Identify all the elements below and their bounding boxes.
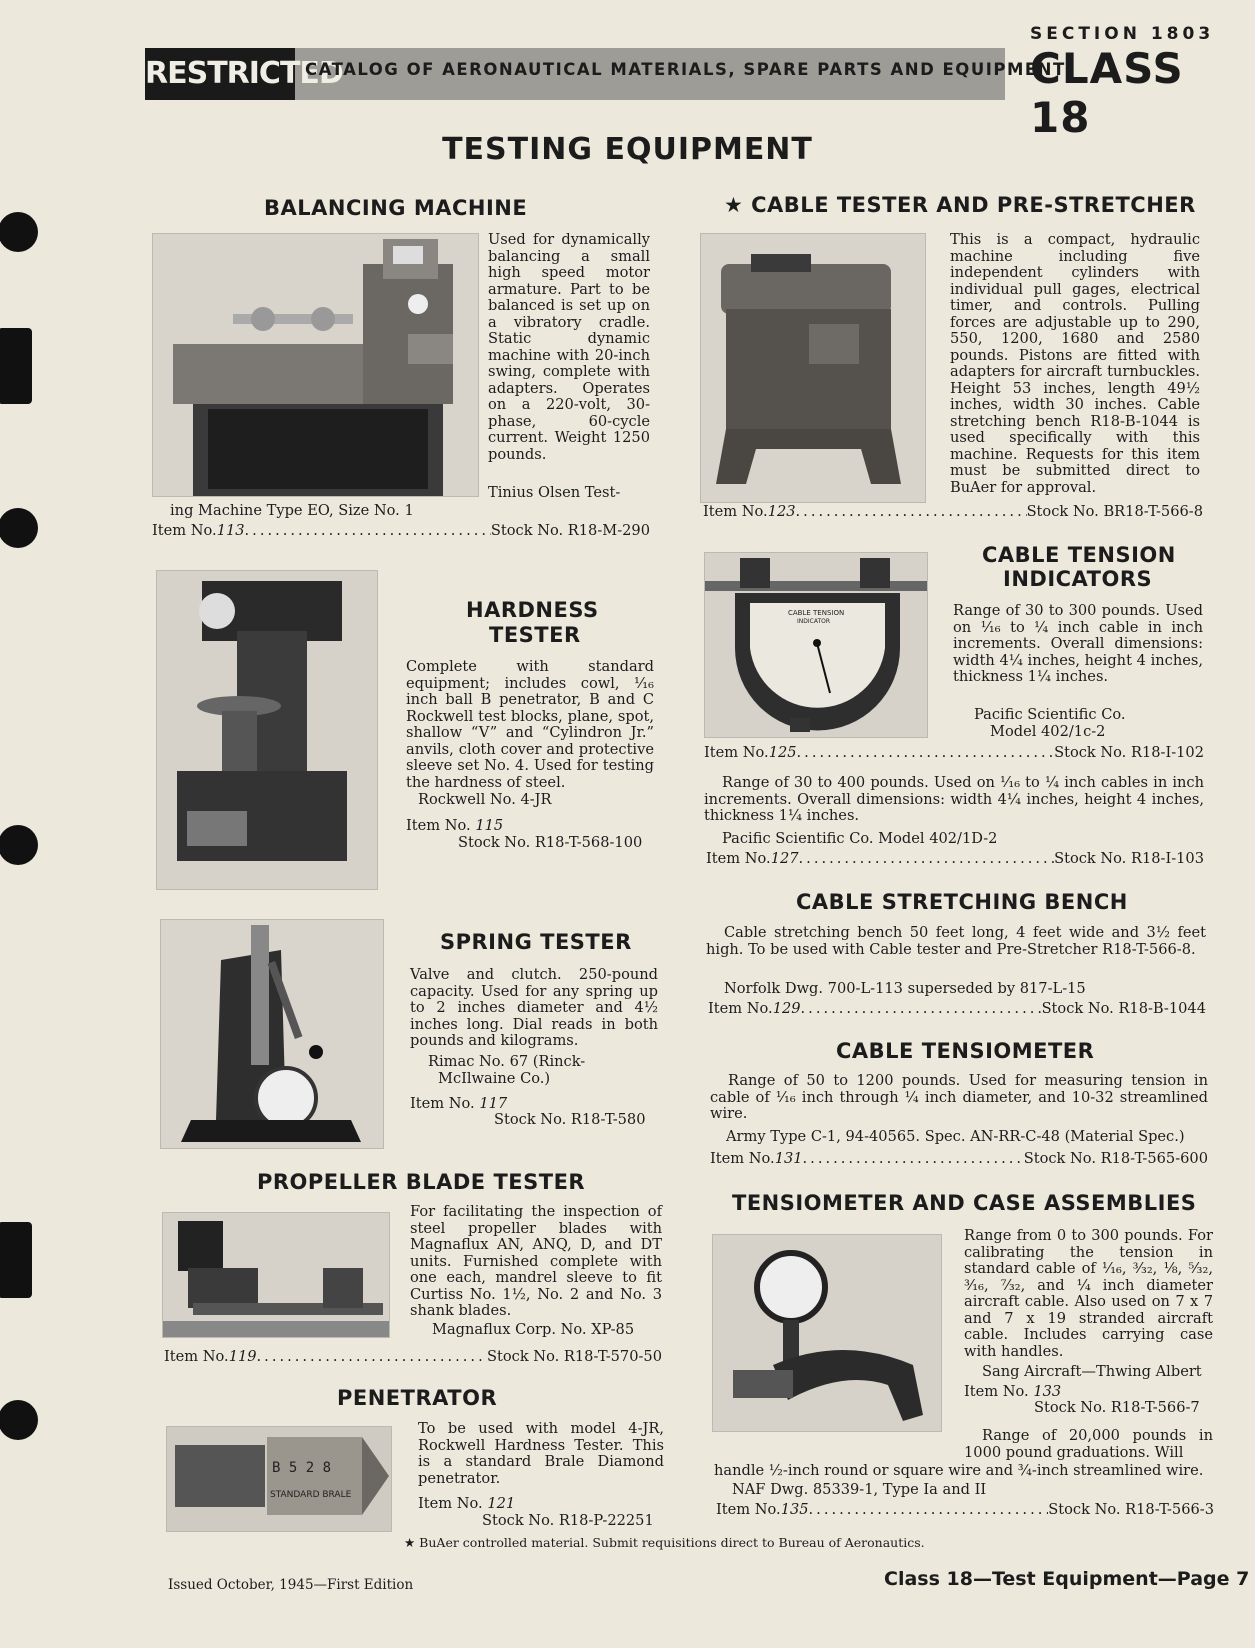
dial-label: CABLE TENSION (788, 609, 845, 617)
balancing-item-line: Item No. 113 ..... Stock No. R18-M-290 (152, 522, 650, 539)
cable-tester-description: This is a compact, hydraulic machine including five independent cylinders with individual pull gages, electrical timer, and controls. Pulling forces are adjustable up to 290, 550, 1200, 1680 and 2580 pounds. Pistons are fitted with adapters for aircraft turnbuckles. Height 53 inches, length 49½ inches, width 30 inches. Cable stretching bench R18-B-1044 is used specifically with this machine. Requests for this item must be submitted direct to BuAer for approval. (950, 231, 1200, 496)
item-number: 129 (772, 1000, 801, 1017)
balancing-maker-cont: ing Machine Type EO, Size No. 1 (170, 502, 414, 519)
stock-number: Stock No. R18-T-566-3 (1048, 1501, 1214, 1518)
item-number: 113 (216, 522, 245, 539)
propeller-item-line: Item No. 119 ..... Stock No. R18-T-570-50 (164, 1348, 662, 1365)
case-assemblies-dwg: NAF Dwg. 85339-1, Type Ia and II (732, 1481, 987, 1498)
penetrator-description: To be used with model 4-JR, Rockwell Hardness Tester. This is a standard Brale Diamond penetrator. (418, 1420, 664, 1487)
stock-number: Stock No. R18-B-1044 (1041, 1000, 1206, 1017)
cable-tester-item-line: Item No. 123 ..... Stock No. BR18-T-566-8 (703, 503, 1203, 520)
tension-indicators-item-line: Item No. 125 ..... Stock No. R18-I-102 (704, 744, 1204, 761)
binder-hole (0, 508, 38, 548)
balancing-maker: Tinius Olsen Test- (488, 484, 621, 501)
tension-indicators-maker: Pacific Scientific Co. (974, 706, 1126, 723)
tension-indicators-model: Model 402/1c-2 (990, 723, 1106, 740)
spring-title: SPRING TESTER (440, 930, 632, 954)
tensiometer-item-line: Item No. 131 ..... Stock No. R18-T-565-600 (710, 1150, 1208, 1167)
stock-number: Stock No. R18-T-570-50 (487, 1348, 662, 1365)
tensiometer-case-photo (712, 1234, 942, 1432)
footnote: ★ BuAer controlled material. Submit requisitions direct to Bureau of Aeronautics. (404, 1535, 925, 1550)
stock-number: Stock No. R18-T-565-600 (1023, 1150, 1208, 1167)
tensiometer-description: Range of 50 to 1200 pounds. Used for measuring tension in cable of ⅟₁₆ inch through ¼ inch diameter, and 10-32 streamlined wire. (710, 1072, 1208, 1122)
tension-indicators-description-2: Range of 30 to 400 pounds. Used on ⅟₁₆ to ¼ inch cables in inch increments. Overall dimensions: width 4¼ inches, height 4 inches, thickness 1¼ inches. (704, 774, 1204, 824)
penetrator-stamp: B 5 2 8 (272, 1460, 332, 1476)
stock-number: Stock No. R18-M-290 (490, 522, 650, 539)
class-number: CLASS 18 (1030, 44, 1184, 142)
case-assemblies-description-2: Range of 20,000 pounds in 1000 pound graduations. Will (964, 1427, 1213, 1461)
tension-indicators-description: Range of 30 to 300 pounds. Used on ⅟₁₆ to ¼ inch cable in inch increments. Overall dimensions: width 4¼ inches, height 4 inches, thickness 1¼ inches. (953, 602, 1203, 685)
item-number: 123 (767, 503, 796, 520)
stock-number: Stock No. R18-I-103 (1054, 850, 1204, 867)
binder-hole (0, 328, 32, 404)
hardness-item: Item No. 115 (406, 817, 504, 834)
penetrator-title: PENETRATOR (337, 1386, 498, 1410)
case-assemblies-maker: Sang Aircraft—Thwing Albert (982, 1363, 1202, 1380)
balancing-title: BALANCING MACHINE (264, 196, 528, 220)
tension-indicators-maker-2: Pacific Scientific Co. Model 402/1D-2 (722, 830, 998, 847)
spring-tester-photo (160, 919, 384, 1149)
tension-indicator-photo (704, 552, 928, 738)
binder-hole (0, 212, 38, 252)
spring-description: Valve and clutch. 250-pound capacity. Used for any spring up to 2 inches diameter and 4½ inches long. Dial reads in both pounds and kilograms. (410, 966, 658, 1049)
tension-indicators-title: CABLE TENSION (982, 543, 1176, 567)
penetrator-stock: Stock No. R18-P-22251 (482, 1512, 654, 1529)
stock-number: Stock No. BR18-T-566-8 (1026, 503, 1203, 520)
item-number: 133 (1033, 1383, 1062, 1400)
propeller-tester-photo (162, 1212, 390, 1338)
item-number: 135 (780, 1501, 809, 1518)
case-assemblies-item: Item No. 133 (964, 1383, 1062, 1400)
binder-hole (0, 825, 38, 865)
item-number: 127 (770, 850, 799, 867)
hardness-stock: Stock No. R18-T-568-100 (458, 834, 643, 851)
star-icon: ★ (724, 193, 744, 217)
page-footer: Class 18—Test Equipment—Page 7 (884, 1568, 1250, 1590)
case-assemblies-title: TENSIOMETER AND CASE ASSEMBLIES (732, 1191, 1197, 1215)
case-assemblies-description: Range from 0 to 300 pounds. For calibrating the tension in standard cable of ⅟₁₆, ³⁄₃₂, ⅛, ⁵⁄₃₂, ³⁄₁₆, ⁷⁄₃₂, and ¼ inch diameter aircraft cable. Also used on 7 x 7 and 7 x 19 stranded aircraft cable. Includes carrying case with handles. (964, 1227, 1213, 1360)
spring-item: Item No. 117 (410, 1095, 508, 1112)
penetrator-photo (166, 1426, 392, 1532)
case-assemblies-description-3: handle ½-inch round or square wire and ¾-inch streamlined wire. (714, 1462, 1204, 1479)
item-number: 125 (768, 744, 797, 761)
cable-tester-title: ★ CABLE TESTER AND PRE-STRETCHER (724, 193, 1196, 217)
tensiometer-title: CABLE TENSIOMETER (836, 1039, 1095, 1063)
item-number: 115 (475, 817, 504, 834)
stretching-bench-title: CABLE STRETCHING BENCH (796, 890, 1128, 914)
hardness-title: HARDNESS (466, 598, 599, 622)
item-number: 119 (228, 1348, 257, 1365)
hardness-title-2: TESTER (489, 623, 581, 647)
hardness-model: Rockwell No. 4-JR (418, 791, 552, 808)
cable-tester-photo (700, 233, 926, 503)
propeller-title: PROPELLER BLADE TESTER (257, 1170, 586, 1194)
spring-maker: Rimac No. 67 (Rinck- (428, 1053, 586, 1070)
hardness-description: Complete with standard equipment; includes cowl, ⅟₁₆ inch ball B penetrator, B and C Rockwell test blocks, plane, spot, shallow “V” and “Cylindron Jr.” anvils, cloth cover and protective sleeve set No. 4. Used for testing the hardness of steel. (406, 658, 654, 791)
binder-hole (0, 1222, 32, 1298)
propeller-description: For facilitating the inspection of steel propeller blades with Magnaflux AN, ANQ, D, and DT units. Furnished complete with one each, mandrel sleeve to fit Curtiss No. 1½, No. 2 and No. 3 shank blades. (410, 1203, 662, 1319)
spring-stock: Stock No. R18-T-580 (494, 1111, 646, 1128)
item-number: 121 (487, 1495, 516, 1512)
stretching-bench-dwg: Norfolk Dwg. 700-L-113 superseded by 817-L-15 (724, 980, 1086, 997)
tensiometer-spec: Army Type C-1, 94-40565. Spec. AN-RR-C-48 (Material Spec.) (726, 1128, 1185, 1145)
balancing-machine-photo (152, 233, 479, 497)
stretching-bench-description: Cable stretching bench 50 feet long, 4 feet wide and 3½ feet high. To be used with Cable tester and Pre-Stretcher R18-T-566-8. (706, 924, 1206, 958)
propeller-maker: Magnaflux Corp. No. XP-85 (432, 1321, 635, 1338)
tension-indicators-item-line-2: Item No. 127 ..... Stock No. R18-I-103 (706, 850, 1204, 867)
binder-hole (0, 1400, 38, 1440)
item-number: 117 (479, 1095, 508, 1112)
issued-date: Issued October, 1945—First Edition (168, 1577, 414, 1593)
case-assemblies-stock: Stock No. R18-T-566-7 (1034, 1399, 1200, 1416)
penetrator-stamp-2: STANDARD BRALE (270, 1490, 352, 1500)
page-title: TESTING EQUIPMENT (442, 132, 813, 167)
item-number: 131 (774, 1150, 803, 1167)
case-assemblies-item-line: Item No. 135 ..... Stock No. R18-T-566-3 (716, 1501, 1214, 1518)
balancing-description: Used for dynamically balancing a small high speed motor armature. Part to be balanced is set up on a vibratory cradle. Static dynamic machine with 20-inch swing, complete with adapters. Operates on a 220-volt, 30-phase, 60-cycle current. Weight 1250 pounds. (488, 231, 650, 463)
catalog-title: CATALOG OF AERONAUTICAL MATERIALS, SPARE PARTS AND EQUIPMENT (305, 60, 1066, 79)
stretching-bench-item-line: Item No. 129 ..... Stock No. R18-B-1044 (708, 1000, 1206, 1017)
penetrator-item: Item No. 121 (418, 1495, 516, 1512)
restricted-label: RESTRICTED (145, 48, 295, 100)
section-number: SECTION 1803 (1030, 24, 1215, 44)
dial-label-2: INDICATOR (797, 618, 831, 625)
stock-number: Stock No. R18-I-102 (1054, 744, 1204, 761)
hardness-tester-photo (156, 570, 378, 890)
tension-indicators-title-2: INDICATORS (1003, 567, 1153, 591)
spring-maker-cont: McIlwaine Co.) (438, 1070, 551, 1087)
